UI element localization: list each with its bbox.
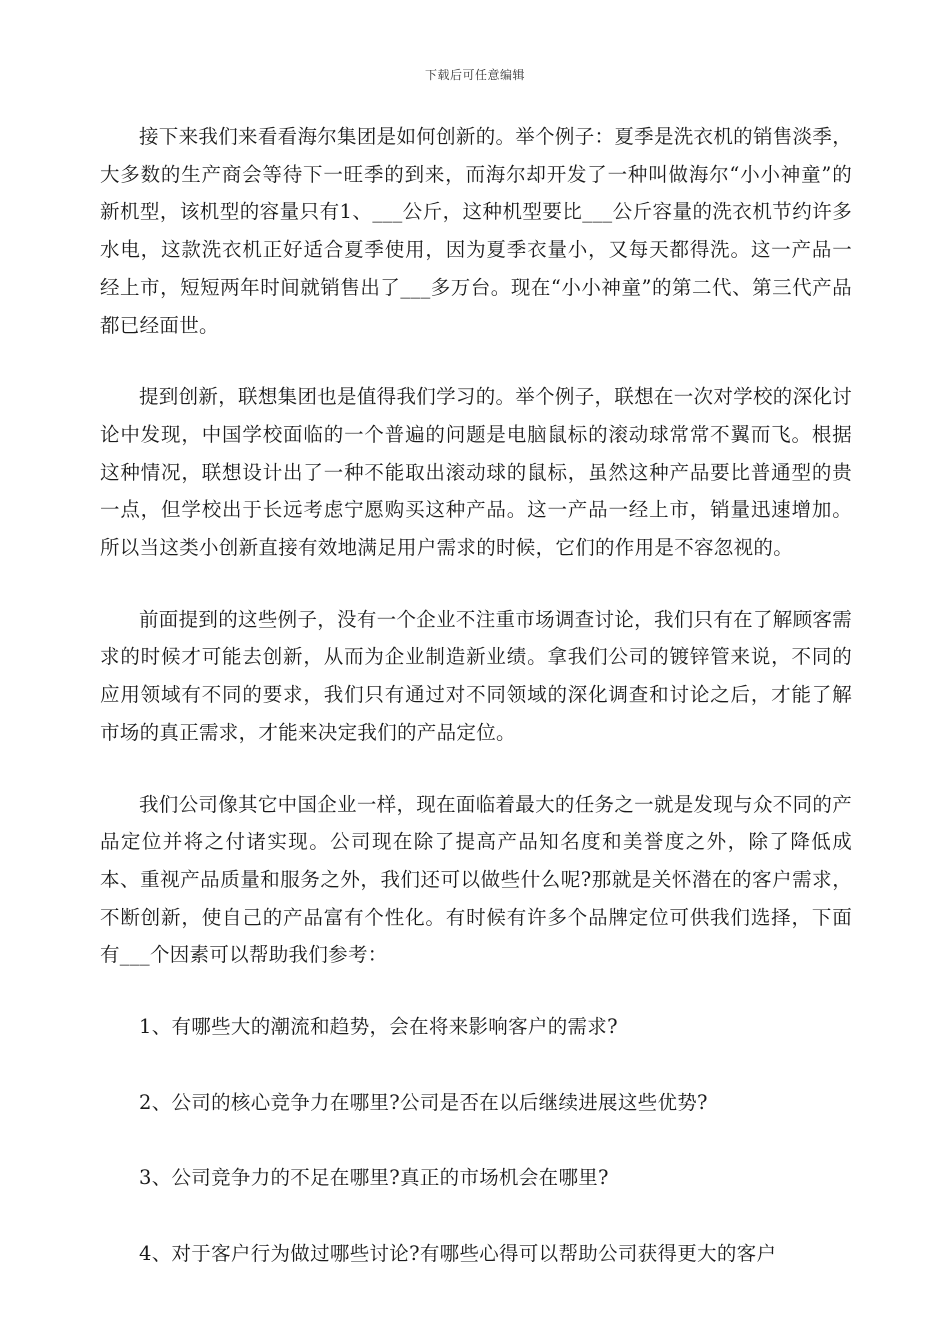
document-body bbox=[100, 118, 852, 1311]
paragraph-lenovo: 提到创新，联想集团也是值得我们学习的。举个例子，联想在一次对学校的深化讨论中发现，中国学校面临的一个普遍的问题是电脑鼠标的滚动球常常不翼而飞。根据这种情况，联想设计出了一种不能取出滚动球的鼠标，虽然这种产品要比普通型的贵一点，但学校出于长远考虑宁愿购买这种产品。这一产品一经上市，销量迅速增加。所以当这类小创新直接有效地满足用户需求的时候，它们的作用是不容忽视的。 bbox=[100, 385, 852, 560]
list-item-3: 3、公司竞争力的不足在哪里?真正的市场机会在哪里? bbox=[139, 1166, 609, 1190]
paragraph-positioning: 我们公司像其它中国企业一样，现在面临着最大的任务之一就是发现与众不同的产品定位并将之付诸实现。公司现在除了提高产品知名度和美誉度之外，除了降低成本、重视产品质量和服务之外，我们还可以做些什么呢?那就是关怀潜在的客户需求，不断创新，使自己的产品富有个性化。有时候有许多个品牌定位可供我们选择，下面有___个因素可以帮助我们参考： bbox=[100, 792, 852, 967]
list-item-4: 4、对于客户行为做过哪些讨论?有哪些心得可以帮助公司获得更大的客户 bbox=[139, 1242, 777, 1266]
paragraph-haier: 接下来我们来看看海尔集团是如何创新的。举个例子：夏季是洗衣机的销售淡季，大多数的生产商会等待下一旺季的到来，而海尔却开发了一种叫做海尔“小小神童”的新机型，该机型的容量只有1、___公斤，这种机型要比___公斤容量的洗衣机节约许多水电，这款洗衣机正好适合夏季使用，因为夏季衣量小，又每天都得洗。这一产品一经上市，短短两年时间就销售出了___多万台。现在“小小神童”的第二代、第三代产品都已经面世。 bbox=[100, 125, 852, 337]
list-item-1: 1、有哪些大的潮流和趋势，会在将来影响客户的需求? bbox=[139, 1015, 618, 1039]
list-item-2: 2、公司的核心竞争力在哪里?公司是否在以后继续进展这些优势? bbox=[139, 1090, 708, 1114]
page-header: 下载后可任意编辑 bbox=[424, 68, 525, 82]
paragraph-market-research: 前面提到的这些例子，没有一个企业不注重市场调查讨论，我们只有在了解顾客需求的时候才可能去创新，从而为企业制造新业绩。拿我们公司的镀锌管来说，不同的应用领域有不同的要求，我们只有通过对不同领域的深化调查和讨论之后，才能了解市场的真正需求，才能来决定我们的产品定位。 bbox=[100, 607, 852, 744]
